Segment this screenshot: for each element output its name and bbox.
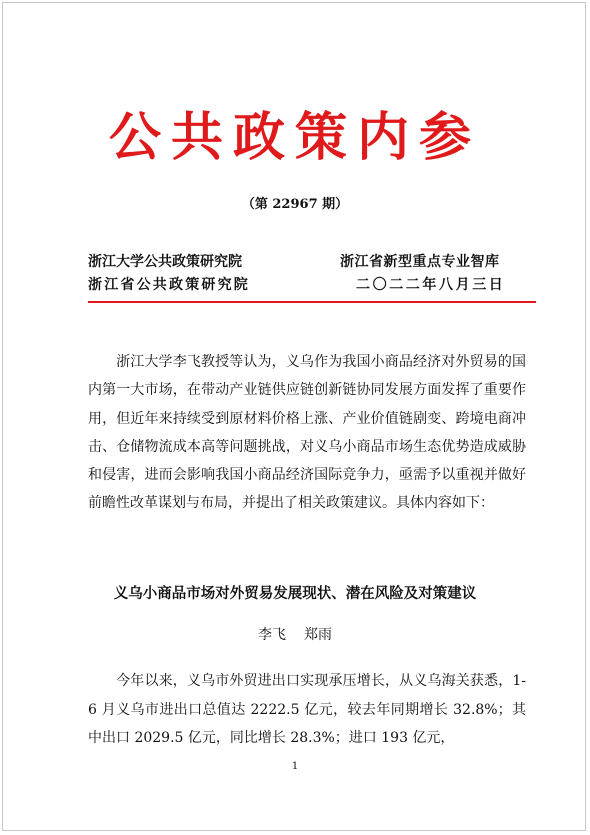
publisher-left-2: 浙江省公共政策研究院 xyxy=(88,277,250,293)
article-title: 义乌小商品市场对外贸易发展现状、潜在风险及对策建议 xyxy=(113,586,477,602)
author-2: 郑雨 xyxy=(304,627,332,643)
masthead-title: 公共政策内参 xyxy=(108,107,481,168)
publisher-right-1: 浙江省新型重点专业智库 xyxy=(340,254,500,270)
page-number: 1 xyxy=(291,761,299,772)
body-paragraph: 今年以来，义乌市外贸进出口实现承压增长，从义乌海关获悉，1-6 月义乌市进出口总值达 2222.5 亿元，较去年同期增长 32.8%；其中出口 2029.5 亿元，同比增长 28.3%；进口 193 亿元， xyxy=(88,673,526,746)
authors xyxy=(0,624,590,644)
author-1: 李飞 xyxy=(258,627,286,643)
publication-date: 二〇二二年八月三日 xyxy=(356,277,506,293)
publisher-left-1: 浙江大学公共政策研究院 xyxy=(88,254,242,270)
red-divider-rule xyxy=(88,301,536,303)
issue-number: （第 22967 期） xyxy=(241,197,349,212)
intro-paragraph: 浙江大学李飞教授等认为，义乌作为我国小商品经济对外贸易的国内第一大市场，在带动产业链供应链创新链协同发展方面发挥了重要作用，但近年来持续受到原材料价格上涨、产业价值链剧变、跨境电商冲击、仓储物流成本高等问题挑战，对义乌小商品市场生态优势造成威胁和侵害，进而会影响我国小商品经济国际竞争力，亟需予以重视并做好前瞻性改革谋划与布局，并提出了相关政策建议。具体内容如下： xyxy=(88,354,526,512)
